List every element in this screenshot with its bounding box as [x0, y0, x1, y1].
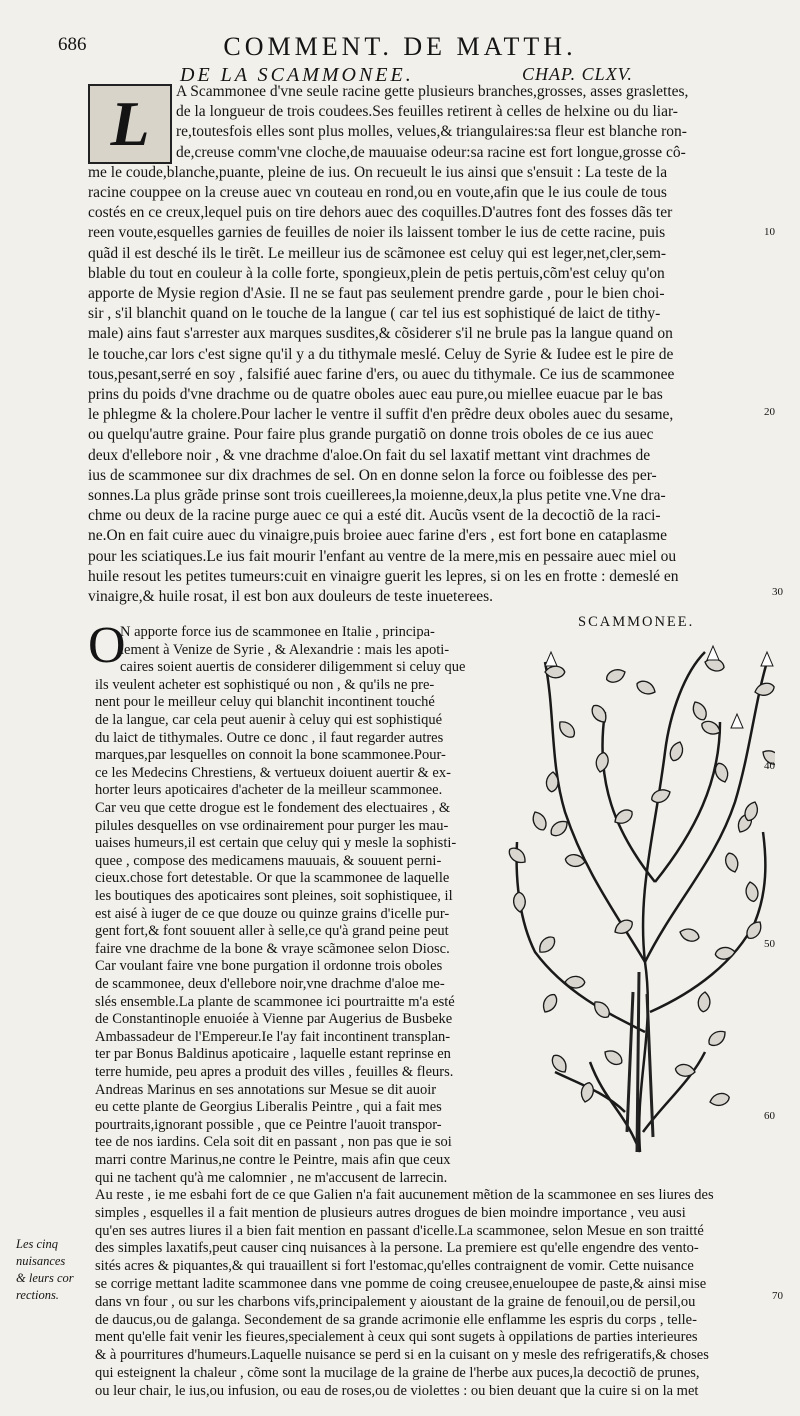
leaf-shape: [536, 934, 558, 956]
text-line: chme ou deux de la racine purge auec ce qui a esté dit. Aucũs vsent de la decoctiõ de la raci-: [88, 507, 661, 525]
text-line: marques,par lesquelles on connoit la bone scammonee.Pour-: [95, 747, 446, 764]
text-line: caires soient auertis de considerer diligemment si celuy que: [120, 659, 466, 676]
text-line: huile resout les petites tumeurs:cuit en vinaigre guerit les lepres, si on les en frotte : demeslé en: [88, 567, 679, 585]
flower-bell: [545, 652, 557, 666]
text-line: sir , s'il blanchit quand on le touche de la langue ( car tel ius est sophistiqué de laict de tithy-: [88, 305, 661, 323]
text-line: me le coude,blanche,puante, pleine de ius. On recueult le ius ainsi que s'ensuit : La teste de la: [88, 163, 668, 181]
text-line: A Scammonee d'vne seule racine gette plusieurs branches,grosses, asses graslettes,: [176, 83, 689, 100]
leaf-shape: [602, 1047, 625, 1068]
text-line: quãd il est desché ils le tirẽt. Le meilleur ius de scãmonee est celuy qui est leger,net,cler,sem-: [88, 244, 667, 262]
line-number: 10: [764, 226, 775, 238]
leaf-shape: [530, 809, 549, 832]
line-number: 60: [764, 1110, 775, 1122]
chapter-heading: CHAP. CLXV.: [522, 64, 633, 84]
text-line: re,toutesfois elles sont plus molles, velues,& triangulaires:sa fleur est blanche ron-: [176, 123, 687, 141]
leaf-shape: [706, 1027, 729, 1048]
text-line: faire vne drachme de la bone & vraye scãmonee selon Diosc.: [95, 940, 450, 957]
text-line: reen voute,esquelles garnies de feuilles de noier ils laissent tomber le ius de cette racine, puis: [88, 224, 666, 242]
text-line: slés ensemble.La plante de scammonee ici pourtraitte m'a esté: [95, 993, 455, 1010]
text-line: marri contre Marinus,ne contre le Peintre, mais afin que ceux: [95, 1152, 451, 1168]
line-number: 40: [764, 760, 775, 772]
text-line: racine couppee on la creuse auec vn couteau en rond,ou en voute,afin que le ius coule de tous: [88, 184, 667, 201]
text-line: ment qu'elle fait venir les fieures,specialement à ceux qui sont sugets à oppilations de parties interieures: [95, 1329, 698, 1346]
text-line: ter par Bonus Baldinus apoticaire , laquelle estant reprinse en: [95, 1046, 451, 1063]
text-line: de la longueur de trois coudees.Ses feuilles retirent à celles de helxine ou du liar-: [176, 103, 678, 121]
text-line: gent fort,& font souuent aller à selle,ce qu'à grand peine peut: [95, 923, 449, 940]
text-line: N apporte force ius de scammonee en Italie , principa-: [120, 624, 435, 640]
leaf-shape: [604, 667, 627, 685]
flower-bell: [761, 652, 773, 666]
text-line: deux d'ellebore noir , & vne drachme d'aloe.On fait du sel laxatif mettant vint drachmes de: [88, 446, 651, 464]
leaf-shape: [540, 992, 560, 1015]
leaf-shape: [635, 678, 658, 697]
text-line: & à pourritures d'humeurs.Laquelle nuisance se perd si en la cuisant on y mesle des refrigeratifs,& choses: [95, 1347, 709, 1364]
leaf-shape: [753, 681, 775, 697]
figure-caption: SCAMMONEE.: [578, 614, 695, 630]
text-line: Car veu que cette drogue est le fondement des electuaires , &: [95, 800, 451, 816]
leaf-shape: [513, 892, 526, 912]
flower-bell: [731, 714, 743, 728]
text-line: des simples laxatifs,peut causer cinq nuisances à la persone. La premiere est qu'elle engendre des vento-: [95, 1240, 699, 1257]
text-line: qui ne tachent qu'à me calomnier , ne m'accusent de larrecin.: [95, 1169, 448, 1186]
text-line: les boutiques des apoticaires sont pleines, soit sophistiquee, il: [95, 888, 453, 904]
text-line: vinaigre,& huile rosat, il est bon aux douleurs de teste inueterees.: [88, 588, 494, 605]
text-line: pilules desquelles on vse ordinairement pour purger les mau-: [95, 817, 449, 834]
text-line: male) ains faut s'arrester aux marques susdites,& cõsiderer s'il ne brule pas la langue quand on: [88, 325, 673, 343]
text-line: ce les Medecins Chrestiens, & vertueux doiuent auertir & ex-: [95, 764, 451, 781]
text-line: costés en ce creux,lequel puis on tire dehors auec des coquilles.D'autres font des fosses dãs ter: [88, 204, 673, 222]
text-line: qu'en ses autres liures il a bien fait mention en passant d'icelle.La scammonee, selon Mesue en son traitté: [95, 1222, 704, 1239]
text-line: de daucus,ou de galanga. Secondement de sa grande acrimonie elle enflamme les espris du corps , telle-: [95, 1311, 697, 1328]
leaf-shape: [715, 946, 736, 960]
text-line: cieux.chose fort detestable. Or que la scammonee de laquelle: [95, 870, 450, 887]
text-line: blable du tout en couleur à la colle forte, spongieux,plein de petis pertuis,cõm'est celuy qu'on: [88, 264, 665, 282]
text-line: prins du poids d'vne drachme ou de quatre oboles auec eau pure,ou miellee euacue par le bas: [88, 386, 663, 403]
text-line: eu cette plante de Georgius Liberalis Peintre , qui a fait mes: [95, 1099, 442, 1116]
text-line: Andreas Marinus en ses annotations sur Mesue se dit auoir: [95, 1081, 437, 1098]
text-line: terre humide, peu apres a produit des villes , feuilles & fleurs.: [95, 1064, 454, 1080]
running-title: COMMENT. DE MATTH.: [223, 32, 577, 61]
leaf-shape: [678, 926, 700, 943]
margin-note-line: Les cinq: [16, 1237, 59, 1251]
leaf-shape: [650, 787, 673, 805]
text-line: ils veulent acheter est sophistiqué ou non , & qu'ils ne pre-: [95, 676, 435, 693]
text-line: Car voulant faire vne bone purgation il ordonne trois oboles: [95, 958, 443, 975]
text-line: de,creuse comm'vne cloche,de mauuaise odeur:sa racine est fort longue,grosse cô-: [176, 143, 686, 161]
leaf-shape: [675, 1063, 696, 1078]
text-line: le phlegme & la cholere.Pour lacher le ventre il suffit d'en prẽdre deux oboles auec du sesame,: [88, 406, 674, 424]
margin-note-line: & leurs cor: [16, 1271, 74, 1285]
line-number: 30: [772, 586, 783, 598]
text-line: lement à Venize de Syrie , & Alexandrie : mais les apoti-: [120, 641, 450, 658]
margin-note-line: rections.: [16, 1288, 59, 1302]
leaf-shape: [744, 881, 759, 903]
text-line: est aisé à iuger de ce que douze ou quinze grains d'icelle pur-: [95, 905, 450, 922]
text-line: du laict de tithymales. Outre ce donc , il faut regarder autres: [95, 729, 444, 746]
text-line: pour les sciatiques.Le ius fait mourir l'enfant au ventre de la mere,mis en pessaire auec miel ou: [88, 547, 677, 565]
text-line: pourtraits,ignorant possible , que ce Peintre l'auoit transpor-: [95, 1116, 442, 1133]
page-number: 686: [58, 34, 87, 55]
text-line: horter leurs apoticaires d'acheter de la meilleur scammonee.: [95, 782, 443, 799]
leaf-shape: [697, 991, 710, 1012]
leaf-shape: [690, 699, 709, 722]
text-line: de scammonee, deux d'ellebore noir,vne drachme d'aloe me-: [95, 976, 445, 992]
text-line: simples , esquelles il a fait mention de plusieurs autres drogues de bien moindre importance , veu ausi: [95, 1204, 686, 1221]
text-line: nent pour le meilleur celuy qui blanchit incontinent touché: [95, 694, 435, 711]
text-line: se corrige mettant ladite scammonee dans vne pomme de coing creusee,enueloupee de paste,& ainsi mise: [95, 1276, 707, 1292]
text-line: quee , compose des medicamens mauuais, & souuent perni-: [95, 852, 442, 869]
text-line: ou leur chair, le ius,ou infusion, ou eau de roses,ou de violettes : ou bien deuant que la cuire si on la met: [95, 1382, 699, 1399]
flower-bell: [707, 646, 719, 660]
text-line: Au reste , ie me esbahi fort de ce que Galien n'a fait aucunement mẽtion de la scammonee en ses liures des: [95, 1187, 714, 1203]
line-number: 50: [764, 938, 775, 950]
text-line: de la langue, car cela peut auenir à celuy qui est sophistiqué: [95, 712, 443, 728]
section-heading: DE LA SCAMMONEE.: [180, 64, 414, 86]
leaf-shape: [709, 1092, 731, 1108]
text-line: tee de nos iardins. Cela soit dit en passant , non pas que ie soi: [95, 1134, 452, 1151]
text-line: sonnes.La plus grãde prinse sont trois cueillerees,la moienne,deux,la plus petite vne.Vne dra-: [88, 487, 666, 504]
leaf-shape: [594, 751, 609, 773]
text-line: ius de scammonee sur dix drachmes de sel. On en donne selon la force ou foiblesse des per-: [88, 466, 657, 484]
decorated-initial-L-icon: L: [88, 84, 172, 164]
text-line: de Constantinople enuoiée à Vienne par Augerius de Busbeke: [95, 1011, 453, 1028]
text-line: ou quelqu'autre graine. Pour faire plus grande purgatiõ on donne trois oboles de ce ius auec: [88, 426, 654, 444]
line-number: 70: [772, 1290, 783, 1302]
scammonee-plant-illustration: [505, 632, 775, 1172]
text-line: tous,pesant,serré en soy , falsifié auec farine d'ers, ou auec du tithymale. Ce ius de scammonee: [88, 365, 675, 383]
text-line: le touche,car lors c'est signe qu'il y a du tithymale meslé. Celuy de Syrie & Iudee est le pire de: [88, 345, 674, 363]
text-line: qui esteignent la chaleur , cõme sont la mucilage de la graine de l'herbe aux puces,la decoctiõ de prunes,: [95, 1365, 700, 1381]
text-line: ne.On en fait cuire auec du vinaigre,puis broiee auec farine d'ers , est fort bone en cataplasme: [88, 527, 668, 545]
margin-note-line: nuisances: [16, 1254, 66, 1268]
line-number: 20: [764, 406, 775, 418]
text-line: uaises humeurs,il est certain que celuy qui y mesle la sophisti-: [95, 835, 457, 852]
leaf-shape: [549, 1052, 570, 1075]
leaf-shape: [612, 917, 635, 937]
text-line: dans vn four , ou sur les charbons vifs,principalement y aioustant de la graine de fenouil,ou de persil,ou: [95, 1293, 696, 1310]
text-line: sités acres & piquantes,& qui trauaillent si fort l'estomac,qu'elles contraignent de vomir. Cette nuisance: [95, 1258, 694, 1275]
text-line: apporte de Mysie region d'Asie. Il ne se faut pas seulement prendre garde , pour le bien choi-: [88, 285, 665, 302]
leaf-shape: [668, 740, 686, 763]
text-line: Ambassadeur de l'Empereur.Ie l'ay fait incontinent transplan-: [95, 1028, 451, 1045]
leaf-shape: [556, 718, 578, 740]
leaf-shape: [723, 851, 740, 873]
leaf-shape: [591, 998, 613, 1020]
initial-O-icon: O: [88, 617, 126, 674]
leaf-shape: [589, 702, 610, 725]
